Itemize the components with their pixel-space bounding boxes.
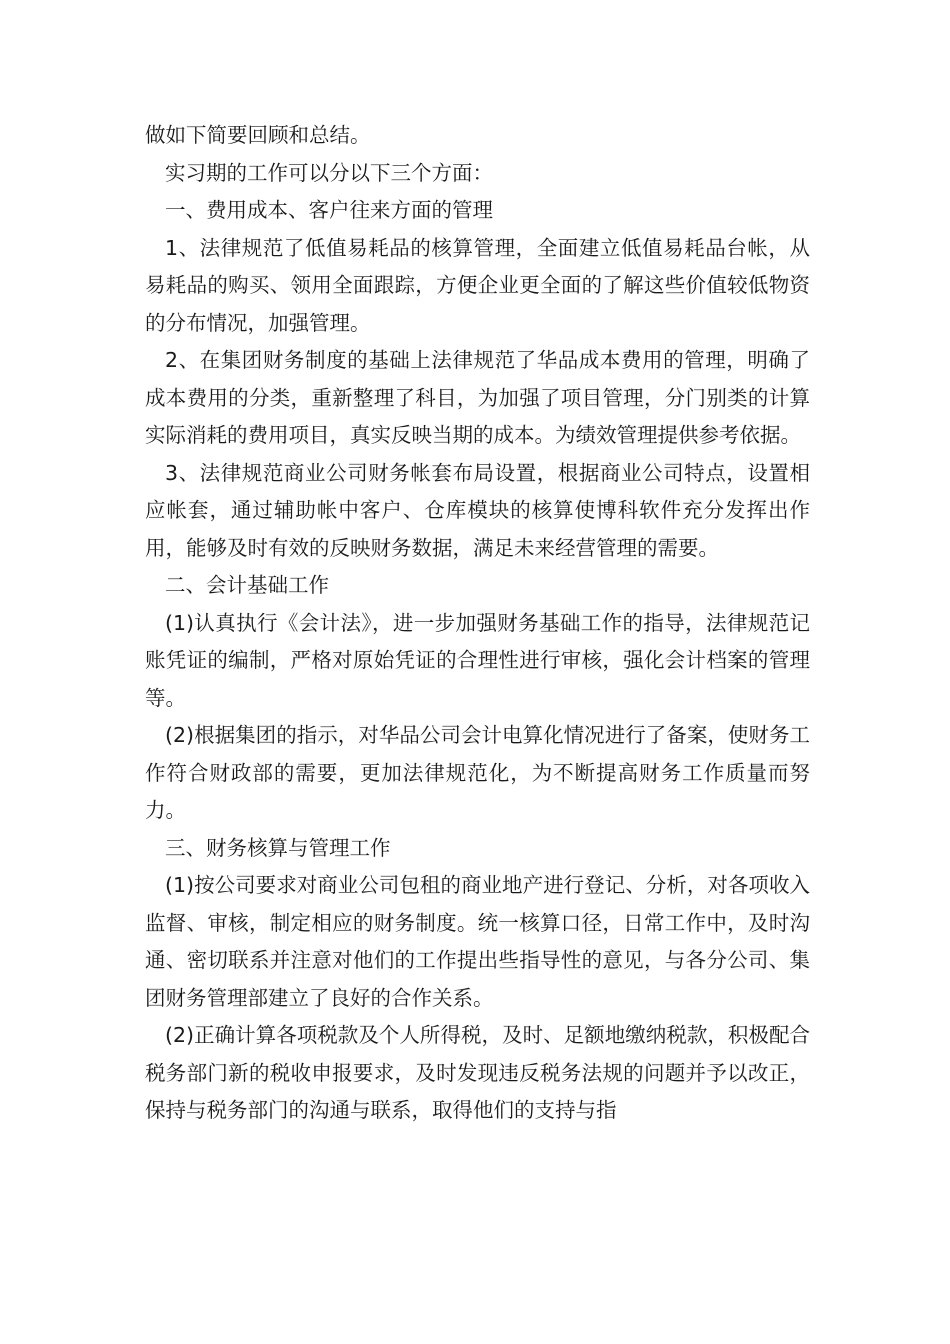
- section-heading-1: 一、费用成本、客户往来方面的管理: [165, 198, 493, 222]
- paragraph-accounting-1: (1)认真执行《会计法》，进一步加强财务基础工作的指导，法律规范记账凭证的编制，严格对原始凭证的合理性进行审核，强化会计档案的管理等。: [145, 610, 810, 710]
- paragraph-item-2: 2、在集团财务制度的基础上法律规范了华品成本费用的管理，明确了成本费用的分类，重新整理了科目，为加强了项目管理，分门别类的计算实际消耗的费用项目，真实反映当期的成本。为绩效管理提供参考依据。: [145, 348, 810, 447]
- paragraph-finance-1: (1)按公司要求对商业公司包租的商业地产进行登记、分析，对各项收入监督、审核，制定相应的财务制度。统一核算口径，日常工作中，及时沟通、密切联系并注意对他们的工作提出些指导性的意见，与各分公司、集团财务管理部建立了良好的合作关系。: [145, 873, 810, 1010]
- paragraph-item-3: 3、法律规范商业公司财务帐套布局设置，根据商业公司特点，设置相应帐套，通过辅助帐中客户、仓库模块的核算使博科软件充分发挥出作用，能够及时有效的反映财务数据，满足未来经营管理的需要。: [145, 460, 810, 560]
- paragraph-finance-2: (2)正确计算各项税款及个人所得税，及时、足额地缴纳税款，积极配合税务部门新的税收申报要求，及时发现违反税务法规的问题并予以改正，保持与税务部门的沟通与联系，取得他们的支持与指: [145, 1023, 810, 1122]
- section-heading-2: 二、会计基础工作: [165, 573, 329, 597]
- document-body: [145, 117, 810, 1130]
- paragraph-three-aspects: 实习期的工作可以分以下三个方面：: [165, 160, 493, 185]
- paragraph-intro: 做如下简要回顾和总结。: [145, 123, 371, 147]
- section-heading-3: 三、财务核算与管理工作: [165, 835, 391, 860]
- paragraph-accounting-2: (2)根据集团的指示，对华品公司会计电算化情况进行了备案，使财务工作符合财政部的需要，更加法律规范化，为不断提高财务工作质量而努力。: [145, 723, 810, 822]
- paragraph-item-1: 1、法律规范了低值易耗品的核算管理，全面建立低值易耗品台帐，从易耗品的购买、领用全面跟踪，方便企业更全面的了解这些价值较低物资的分布情况，加强管理。: [145, 235, 810, 335]
